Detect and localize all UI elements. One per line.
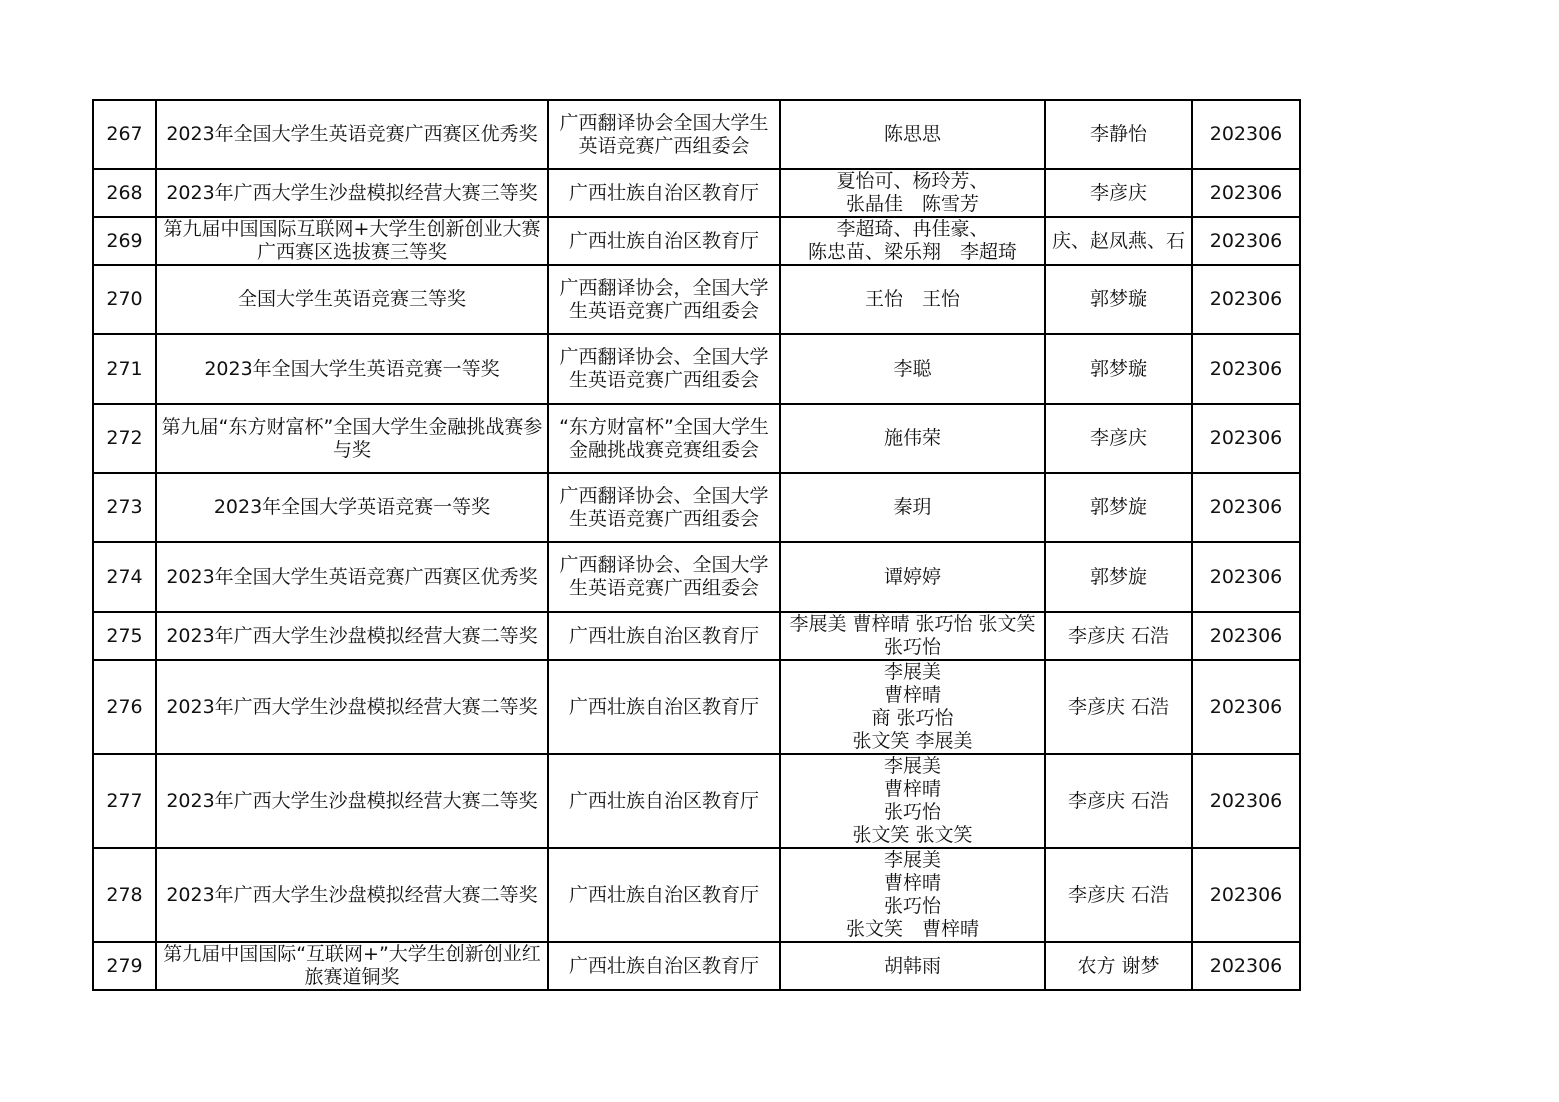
awarding-organization: 广西壮族自治区教育厅 [548,660,780,754]
award-name: 2023年广西大学生沙盘模拟经营大赛二等奖 [156,848,548,942]
award-date: 202306 [1192,334,1300,404]
advisor-names: 李静怡 [1045,100,1192,169]
award-name: 2023年广西大学生沙盘模拟经营大赛二等奖 [156,754,548,848]
award-date: 202306 [1192,473,1300,542]
row-number: 279 [93,942,156,990]
advisor-names: 李彦庆 石浩 [1045,848,1192,942]
table-row [93,612,1300,660]
advisor-names: 庆、赵凤燕、石 [1045,217,1192,265]
award-date: 202306 [1192,404,1300,473]
awards-table [92,99,1301,991]
table-row [93,169,1300,217]
student-names: 李展美 曹梓晴 张巧怡 张文笑 曹梓晴 [780,848,1045,942]
student-names: 李超琦、冉佳豪、 陈忠苗、梁乐翔 李超琦 [780,217,1045,265]
award-date: 202306 [1192,848,1300,942]
student-names: 秦玥 [780,473,1045,542]
advisor-names: 农方 谢梦 [1045,942,1192,990]
row-number: 275 [93,612,156,660]
student-names: 李展美 曹梓晴 张巧怡 张文笑 张文笑 [780,754,1045,848]
awarding-organization: 广西壮族自治区教育厅 [548,848,780,942]
student-names: 陈思思 [780,100,1045,169]
table-row [93,334,1300,404]
student-names: 夏怡可、杨玲芳、 张晶佳 陈雪芳 [780,169,1045,217]
row-number: 272 [93,404,156,473]
advisor-names: 郭梦旋 [1045,542,1192,612]
advisor-names: 李彦庆 [1045,404,1192,473]
advisor-names: 郭梦璇 [1045,334,1192,404]
student-names: 施伟荣 [780,404,1045,473]
student-names: 胡韩雨 [780,942,1045,990]
table-row [93,473,1300,542]
student-names: 李聪 [780,334,1045,404]
table-row [93,848,1300,942]
awarding-organization: 广西壮族自治区教育厅 [548,169,780,217]
award-name: 全国大学生英语竞赛三等奖 [156,265,548,334]
student-names: 李展美 曹梓晴 商 张巧怡 张文笑 李展美 [780,660,1045,754]
award-name: 2023年全国大学生英语竞赛广西赛区优秀奖 [156,100,548,169]
table-row [93,942,1300,990]
table-row [93,542,1300,612]
award-date: 202306 [1192,542,1300,612]
row-number: 270 [93,265,156,334]
award-name: 2023年广西大学生沙盘模拟经营大赛三等奖 [156,169,548,217]
award-date: 202306 [1192,612,1300,660]
table-row [93,660,1300,754]
awarding-organization: 广西翻译协会，全国大学生英语竞赛广西组委会 [548,265,780,334]
row-number: 278 [93,848,156,942]
row-number: 268 [93,169,156,217]
award-name: 2023年全国大学生英语竞赛一等奖 [156,334,548,404]
awarding-organization: 广西翻译协会全国大学生英语竞赛广西组委会 [548,100,780,169]
student-names: 王怡 王怡 [780,265,1045,334]
advisor-names: 李彦庆 石浩 [1045,612,1192,660]
award-name: 第九届“东方财富杯”全国大学生金融挑战赛参与奖 [156,404,548,473]
award-date: 202306 [1192,265,1300,334]
award-date: 202306 [1192,217,1300,265]
award-name: 第九届中国国际“互联网+”大学生创新创业红旅赛道铜奖 [156,942,548,990]
award-name: 第九届中国国际互联网+大学生创新创业大赛广西赛区选拔赛三等奖 [156,217,548,265]
student-names: 李展美 曹梓晴 张巧怡 张文笑 张巧怡 [780,612,1045,660]
row-number: 267 [93,100,156,169]
award-name: 2023年广西大学生沙盘模拟经营大赛二等奖 [156,612,548,660]
award-date: 202306 [1192,169,1300,217]
awarding-organization: 广西壮族自治区教育厅 [548,217,780,265]
table-row [93,100,1300,169]
row-number: 273 [93,473,156,542]
awarding-organization: 广西翻译协会、全国大学生英语竞赛广西组委会 [548,473,780,542]
table-row [93,265,1300,334]
table-row [93,754,1300,848]
row-number: 277 [93,754,156,848]
student-names: 谭婷婷 [780,542,1045,612]
award-name: 2023年广西大学生沙盘模拟经营大赛二等奖 [156,660,548,754]
row-number: 274 [93,542,156,612]
row-number: 271 [93,334,156,404]
award-name: 2023年全国大学生英语竞赛广西赛区优秀奖 [156,542,548,612]
awarding-organization: 广西壮族自治区教育厅 [548,612,780,660]
table-row [93,404,1300,473]
award-date: 202306 [1192,100,1300,169]
awarding-organization: 广西壮族自治区教育厅 [548,754,780,848]
awarding-organization: 广西翻译协会、全国大学生英语竞赛广西组委会 [548,542,780,612]
row-number: 276 [93,660,156,754]
advisor-names: 李彦庆 石浩 [1045,660,1192,754]
advisor-names: 李彦庆 [1045,169,1192,217]
awarding-organization: “东方财富杯”全国大学生金融挑战赛竞赛组委会 [548,404,780,473]
awarding-organization: 广西壮族自治区教育厅 [548,942,780,990]
row-number: 269 [93,217,156,265]
awarding-organization: 广西翻译协会、全国大学生英语竞赛广西组委会 [548,334,780,404]
advisor-names: 郭梦旋 [1045,473,1192,542]
award-date: 202306 [1192,942,1300,990]
advisor-names: 李彦庆 石浩 [1045,754,1192,848]
award-date: 202306 [1192,754,1300,848]
advisor-names: 郭梦璇 [1045,265,1192,334]
table-row [93,217,1300,265]
award-name: 2023年全国大学英语竞赛一等奖 [156,473,548,542]
award-date: 202306 [1192,660,1300,754]
